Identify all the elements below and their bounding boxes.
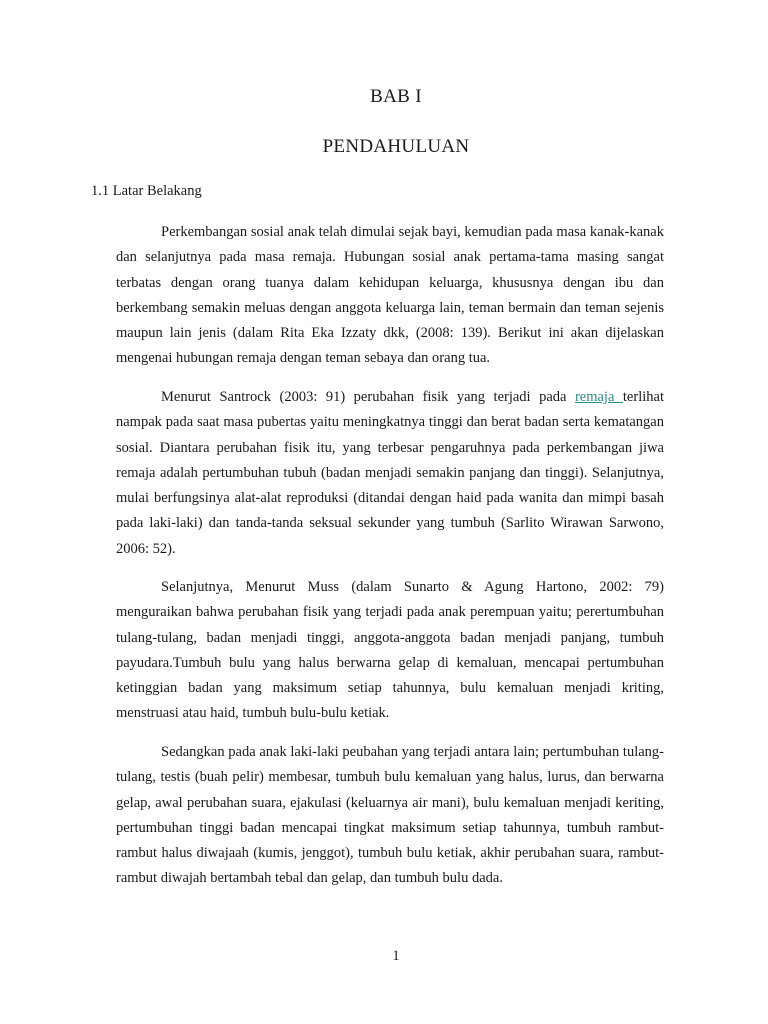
chapter-title: PENDAHULUAN (322, 136, 470, 157)
page-number: 1 (392, 948, 400, 964)
paragraph-2-text-before: Menurut Santrock (2003: 91) perubahan fisik yang terjadi pada (161, 389, 575, 405)
paragraph-4: Sedangkan pada anak laki-laki peubahan yang terjadi antara lain; pertumbuhan tulang-tulang, testis (buah pelir) membesar, tumbuh bulu kemaluan yang halus, lurus, dan berwarna gelap, awal perubahan suara, ejakulasi (keluarnya air mani), bulu kemaluan menjadi keriting, pertumbuhan tinggi badan mencapai tingkat maksimum setiap tahunnya, tumbuh rambut-rambut halus diwajaah (kumis, jenggot), tumbuh bulu ketiak, akhir perubahan suara, rambut-rambut diwajah bertambah tebal dan gelap, dan tumbuh bulu dada. (116, 744, 664, 887)
paragraph-2 (116, 385, 664, 562)
paragraph-1: Perkembangan sosial anak telah dimulai sejak bayi, kemudian pada masa kanak-kanak dan selanjutnya pada masa remaja. Hubungan sosial anak pertama-tama masing sangat terbatas dengan orang tuanya dalam kehidupan keluarga, khususnya dengan ibu dan berkembang semakin meluas dengan anggota keluarga lain, teman bermain dan teman sejenis maupun lain jenis (dalam Rita Eka Izzaty dkk, (2008: 139). Berikut ini akan dijelaskan mengenai hubungan remaja dengan teman sebaya dan orang tua. (116, 224, 664, 367)
chapter-heading: BAB I (370, 86, 422, 107)
paragraph-2-text-after: terlihat nampak pada saat masa pubertas yaitu meningkatnya tinggi dan berat badan serta kematangan sosial. Diantara perubahan fisik itu, yang terbesar pengaruhnya pada perkembangan jiwa remaja adalah pertumbuhan tubuh (badan menjadi semakin panjang dan tinggi). Selanjutnya, mulai berfungsinya alat-alat reproduksi (ditandai dengan haid pada wanita dan mimpi basah pada laki-laki) dan tanda-tanda seksual sekunder yang tumbuh (Sarlito Wirawan Sarwono, 2006: 52). (116, 389, 664, 557)
paragraph-3: Selanjutnya, Menurut Muss (dalam Sunarto & Agung Hartono, 2002: 79) menguraikan bahwa perubahan fisik yang terjadi pada anak perempuan yaitu; perertumbuhan tulang-tulang, badan menjadi tinggi, anggota-anggota badan menjadi panjang, tumbuh payudara.Tumbuh bulu yang halus berwarna gelap di kemaluan, mencapai pertumbuhan ketinggian badan yang maksimum setiap tahunnya, bulu kemaluan menjadi kriting, menstruasi atau haid, tumbuh bulu-bulu ketiak. (116, 579, 664, 722)
section-title: 1.1 Latar Belakang (91, 183, 202, 199)
remaja-link[interactable]: remaja (574, 389, 623, 405)
